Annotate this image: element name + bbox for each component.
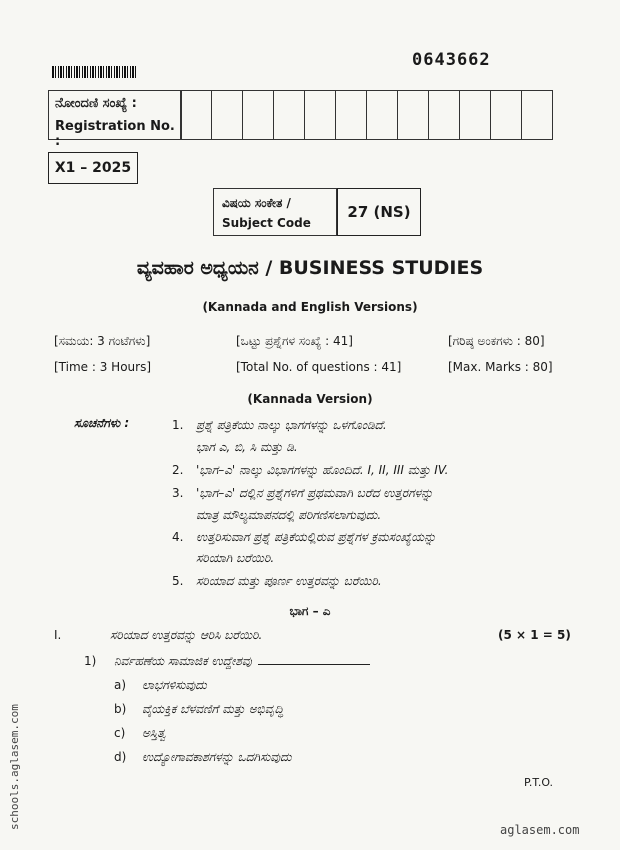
instruction-text: ಸರಿಯಾದ ಮತ್ತು ಪೂರ್ಣ ಉತ್ತರವನ್ನು ಬರೆಯಿರಿ. <box>196 574 382 588</box>
option-letter: d) <box>114 750 127 764</box>
subject-code-label <box>213 188 337 236</box>
barcode <box>52 66 138 78</box>
registration-label-kannada: ನೋಂದಣಿ ಸಂಖ್ಯೆ : <box>55 96 137 111</box>
paper-code: X1 – 2025 <box>48 152 138 184</box>
question-number: 1) <box>84 654 97 668</box>
instruction-number: 5. <box>172 574 184 588</box>
subject-code-label-kannada: ವಿಷಯ ಸಂಕೇತ / <box>222 196 291 210</box>
registration-label-box <box>48 90 182 149</box>
time-kannada: [ಸಮಯ: 3 ಗಂಟೆಗಳು] <box>54 334 151 348</box>
option-text: ಉದ್ಯೋಗಾವಕಾಶಗಳನ್ನು ಒದಗಿಸುವುದು <box>142 750 292 764</box>
registration-digit-box[interactable] <box>490 91 521 139</box>
option-letter: a) <box>114 678 127 692</box>
registration-digit-box[interactable] <box>242 91 273 139</box>
option-letter: b) <box>114 702 127 716</box>
option-letter: c) <box>114 726 126 740</box>
instruction-text: ಮಾತ್ರ ಮೌಲ್ಯಮಾಪನದಲ್ಲಿ ಪರಿಗಣಿಸಲಾಗುವುದು. <box>196 508 382 522</box>
question-text <box>114 654 370 669</box>
registration-digit-box[interactable] <box>428 91 459 139</box>
page-title: ವ್ಯವಹಾರ ಅಧ್ಯಯನ / BUSINESS STUDIES <box>136 257 484 279</box>
registration-label-english: Registration No. : <box>55 119 175 149</box>
instruction-text: ಉತ್ತರಿಸುವಾಗ ಪ್ರಶ್ನೆ ಪತ್ರಿಕೆಯಲ್ಲಿರುವ ಪ್ರಶ್ನೆಗಳ ಕ್ರಮಸಂಖ್ಯೆಯನ್ನು <box>196 530 437 544</box>
versions-subtitle: (Kannada and English Versions) <box>202 300 418 314</box>
option-text: ಲಾಭಗಳಿಸುವುದು <box>142 678 207 692</box>
instruction-number: 3. <box>172 486 184 500</box>
instruction-number: 1. <box>172 418 184 432</box>
bottom-watermark: aglasem.com <box>500 823 580 837</box>
section-number: I. <box>54 628 62 642</box>
side-watermark <box>0 650 36 830</box>
instructions-heading: ಸೂಚನೆಗಳು : <box>74 416 130 430</box>
registration-number-boxes[interactable] <box>180 90 553 140</box>
section-instruction: ಸರಿಯಾದ ಉತ್ತರವನ್ನು ಆರಿಸಿ ಬರೆಯಿರಿ. <box>110 628 263 642</box>
instruction-text: ಸರಿಯಾಗಿ ಬರೆಯಿರಿ. <box>196 551 275 565</box>
registration-digit-box[interactable] <box>521 91 552 139</box>
marks-english: [Max. Marks : 80] <box>448 360 553 374</box>
registration-digit-box[interactable] <box>273 91 304 139</box>
time-english: [Time : 3 Hours] <box>54 360 152 374</box>
registration-digit-box[interactable] <box>366 91 397 139</box>
subject-code-label-english: Subject Code <box>222 216 311 230</box>
answer-blank <box>258 663 370 665</box>
instruction-text: ಭಾಗ ಎ, ಬಿ, ಸಿ ಮತ್ತು ಡಿ. <box>196 440 298 454</box>
questions-kannada: [ಒಟ್ಟು ಪ್ರಶ್ನೆಗಳ ಸಂಖ್ಯೆ : 41] <box>236 334 353 348</box>
option-text: ವೈಯಕ್ತಿಕ ಬೆಳವಣಿಗೆ ಮತ್ತು ಅಭಿವೃದ್ಧಿ <box>142 702 284 716</box>
registration-digit-box[interactable] <box>397 91 428 139</box>
question-text-label: ನಿರ್ವಹಣೆಯ ಸಾಮಾಜಿಕ ಉದ್ದೇಶವು <box>114 654 252 668</box>
instruction-number: 4. <box>172 530 184 544</box>
kannada-version-label: (Kannada Version) <box>247 392 373 406</box>
registration-digit-box[interactable] <box>304 91 335 139</box>
pto-label: P.T.O. <box>524 776 554 789</box>
registration-digit-box[interactable] <box>459 91 490 139</box>
option-text: ಅಸ್ತಿತ್ವ <box>142 726 166 740</box>
subject-code-value: 27 (NS) <box>337 188 421 236</box>
registration-digit-box[interactable] <box>211 91 242 139</box>
part-a-heading: ಭಾಗ – ಎ <box>289 604 331 618</box>
questions-english: [Total No. of questions : 41] <box>236 360 402 374</box>
instruction-text: 'ಭಾಗ–ಎ' ದಲ್ಲಿನ ಪ್ರಶ್ನೆಗಳಿಗೆ ಪ್ರಥಮವಾಗಿ ಬರೆದ ಉತ್ತರಗಳನ್ನು <box>196 486 434 500</box>
instruction-text: 'ಭಾಗ–ಎ' ನಾಲ್ಕು ವಿಭಾಗಗಳನ್ನು ಹೊಂದಿದೆ. I, II, III ಮತ್ತು IV. <box>196 463 449 477</box>
registration-digit-box[interactable] <box>180 91 211 139</box>
instruction-number: 2. <box>172 463 184 477</box>
marks-kannada: [ಗರಿಷ್ಠ ಅಂಕಗಳು : 80] <box>448 334 545 348</box>
serial-number: 0643662 <box>412 50 491 70</box>
section-marks: (5 × 1 = 5) <box>498 628 571 642</box>
instruction-text: ಪ್ರಶ್ನೆ ಪತ್ರಿಕೆಯು ನಾಲ್ಕು ಭಾಗಗಳನ್ನು ಒಳಗೊಂಡಿದೆ. <box>196 418 387 432</box>
side-watermark-text: schools.aglasem.com <box>8 704 21 830</box>
registration-digit-box[interactable] <box>335 91 366 139</box>
